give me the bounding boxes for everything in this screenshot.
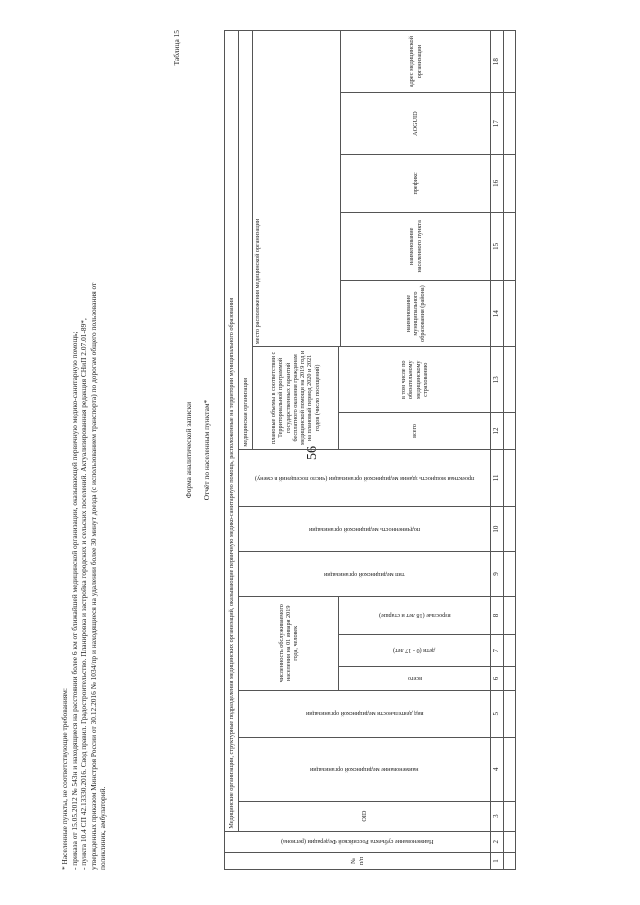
- col-capacity-header: [239, 449, 491, 507]
- col-number-header: № п/п: [225, 852, 491, 869]
- column-number: 16: [491, 155, 504, 213]
- col-prefix-header: префикс: [341, 155, 491, 213]
- column-number: 14: [491, 281, 504, 347]
- col-subordination-text: подчиненность медицинской организации: [308, 525, 421, 533]
- col-aoguid-header: AOGUID: [341, 93, 491, 155]
- column-number: 17: [491, 93, 504, 155]
- column-number: 13: [491, 347, 504, 413]
- column-number: 10: [491, 507, 504, 552]
- footnote-line-3: - пункта 10.4 СП 42.13330.2016. Свод правил. Градостроительство. Планировка и застройка городских и сельских поселений. Актуализированная редакция СНиП 2.07.01-89*,: [79, 318, 89, 870]
- column-number: 12: [491, 413, 504, 449]
- page-number: 56: [305, 446, 320, 460]
- col-all-header: всего: [339, 413, 491, 449]
- col-address-header: адрес медицинской организации: [341, 31, 491, 93]
- col-org-header: медицинская организация: [239, 31, 253, 450]
- col-population-header: численность обслуживаемого населения на 01 января 2019 года, человек: [239, 596, 339, 690]
- footnote-line-2: - приказа от 15.05.2012 № 543н и находящиеся на расстоянии более 6 км от ближайшей медицинской организации, оказывающей первичную медико-санитарную помощь;: [69, 331, 79, 870]
- col-type-text: тип медицинской организации: [324, 570, 405, 578]
- column-number: 5: [491, 690, 504, 737]
- col-adults-header: [339, 596, 491, 634]
- column-number: 15: [491, 212, 504, 280]
- column-number: 11: [491, 449, 504, 507]
- footnote-line-1: * Населенные пункты, не соответствующие требованиям:: [60, 688, 69, 870]
- report-title: Отчёт по населенным пунктам*: [202, 399, 211, 501]
- empty-data-row: [504, 31, 516, 870]
- column-numbers-row: [491, 31, 504, 870]
- col-location-header: место расположения медицинской организации: [253, 31, 341, 347]
- header-main: Медицинские организации, структурные подразделения медицинских организаций, оказывающие первичную медико-санитарную помощь, расположенные на территории муниципального образования: [225, 31, 239, 832]
- col-activity-header: [239, 690, 491, 737]
- footnote-line-5: поликлиник, амбулаторий.: [98, 786, 108, 870]
- col-total-text: всего: [407, 675, 422, 683]
- rotated-page-content: [60, 20, 580, 880]
- col-municipality-header: наименование муниципального образования (района): [341, 281, 491, 347]
- column-number: 4: [491, 737, 504, 801]
- col-oms-header: в том числе по обязательному медицинскому страхованию: [339, 347, 491, 413]
- column-number: 6: [491, 667, 504, 690]
- table-label: Таблица 15: [172, 30, 181, 66]
- col-capacity-text: проектная мощность здания медицинской организации (число посещений в смену): [254, 474, 475, 482]
- column-number: 3: [491, 801, 504, 831]
- column-number: 18: [491, 31, 504, 93]
- col-region-header: [225, 831, 491, 852]
- form-title: Форма аналитической записки: [184, 401, 193, 499]
- col-oid-header: OID: [239, 801, 491, 831]
- col-region-text: Наименование субъекта Российской Федерации (региона): [281, 838, 434, 846]
- col-subordination-header: [239, 507, 491, 552]
- column-number: 8: [491, 596, 504, 634]
- col-activity-text: вид деятельности медицинской организации: [305, 710, 424, 718]
- col-children-header: [339, 635, 491, 667]
- col-total-header: [339, 667, 491, 690]
- footnote: [60, 30, 108, 870]
- column-number: 7: [491, 635, 504, 667]
- col-children-text: дети (0 - 17 лет): [393, 647, 436, 655]
- column-number: 2: [491, 831, 504, 852]
- report-table: [224, 30, 516, 870]
- col-adults-text: взрослые (18 лет и старше): [378, 612, 451, 620]
- col-settlement-header: наименование населенного пункта: [341, 212, 491, 280]
- column-number: 9: [491, 552, 504, 597]
- column-number: 1: [491, 852, 504, 869]
- footnote-line-4: утвержденных приказом Минстроя России от 30.12.2016 № 1034/пр и находящиеся на удалении более 30 минут доезда (с использованием транспорта) по дорогам общего пользования от: [88, 282, 98, 870]
- col-type-header: [239, 552, 491, 597]
- col-name-header: [239, 737, 491, 801]
- col-name-text: наименование медицинской организации: [310, 765, 419, 773]
- col-planned-header: плановые объемы в соответствии с Территориальной программой государственных гарантий бесплатного оказания гражданам медицинской помощи на 2019 год и на плановый период 2020 и 2021 годов (число посещений): [253, 347, 339, 449]
